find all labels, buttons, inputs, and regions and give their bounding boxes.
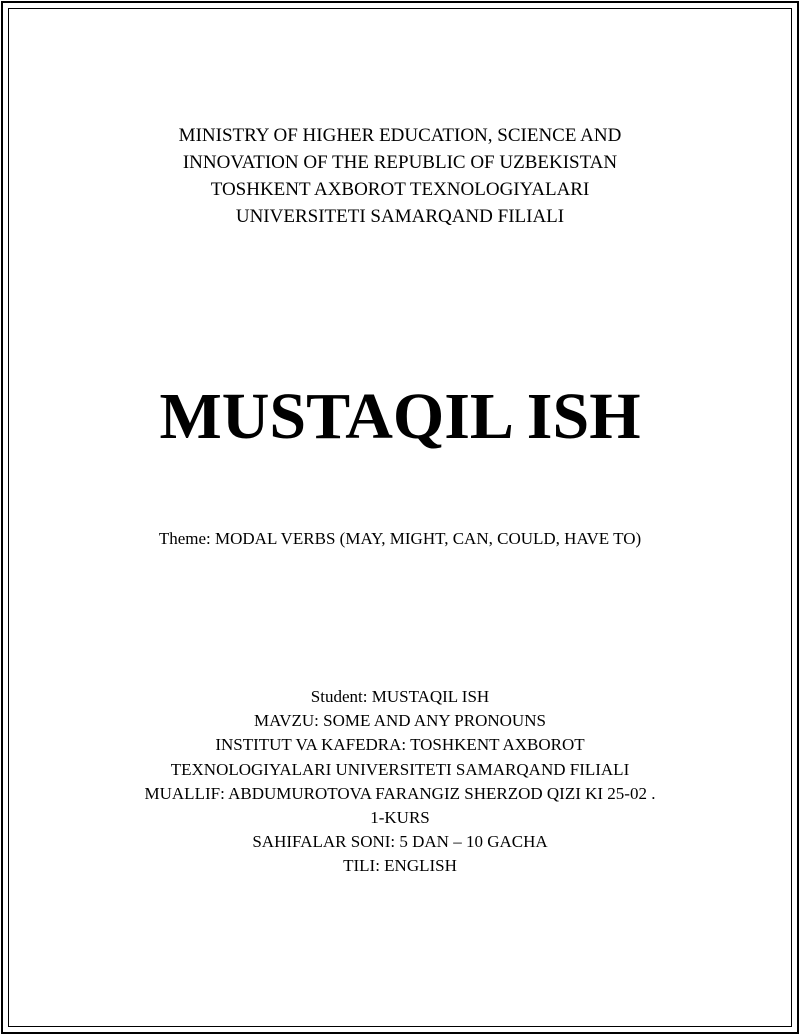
info-institute-1: INSTITUT VA KAFEDRA: TOSHKENT AXBOROT: [215, 735, 585, 755]
institution-header: [0, 122, 800, 230]
info-student: Student: MUSTAQIL ISH: [310, 687, 490, 706]
info-pages: SAHIFALAR SONI: 5 DAN – 10 GACHA: [252, 832, 548, 852]
header-line-2: INNOVATION OF THE REPUBLIC OF UZBEKISTAN: [182, 152, 618, 173]
info-language: TILI: ENGLISH: [343, 856, 457, 876]
header-line-1: MINISTRY OF HIGHER EDUCATION, SCIENCE AND: [178, 125, 622, 146]
author-info-block: [0, 685, 800, 879]
info-institute-2: TEXNOLOGIYALARI UNIVERSITETI SAMARQAND FILIALI: [170, 759, 630, 779]
header-line-4: UNIVERSITETI SAMARQAND FILIALI: [235, 206, 565, 227]
document-title: MUSTAQIL ISH: [159, 380, 641, 453]
info-author: MUALLIF: ABDUMUROTOVA FARANGIZ SHERZOD QIZI KI 25-02 .: [144, 783, 656, 803]
info-course: 1-KURS: [370, 808, 430, 828]
header-line-3: TOSHKENT AXBOROT TEXNOLOGIYALARI: [210, 179, 590, 200]
theme-line: Theme: MODAL VERBS (MAY, MIGHT, CAN, COULD, HAVE TO): [158, 529, 642, 548]
info-topic: MAVZU: SOME AND ANY PRONOUNS: [254, 711, 546, 731]
